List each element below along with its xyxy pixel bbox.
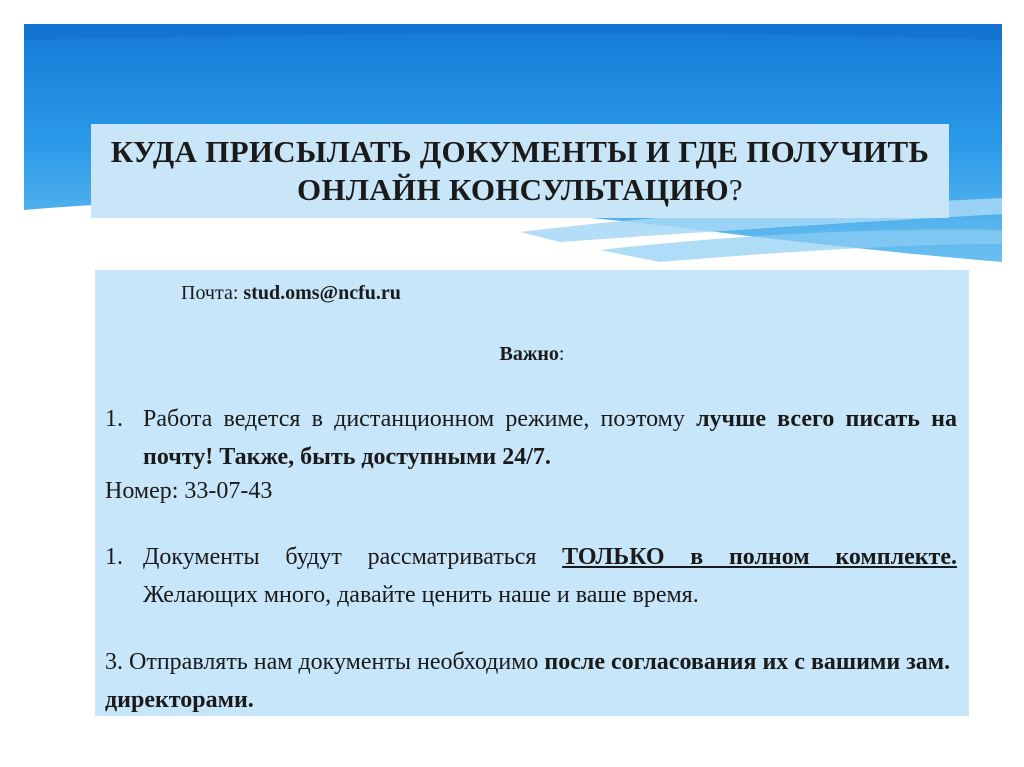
content-box bbox=[95, 270, 969, 716]
mail-address: stud.oms@ncfu.ru bbox=[243, 282, 401, 304]
item2-text: Документы будут рассматриваться bbox=[143, 544, 563, 570]
item3-bold-text: после согласования их с вашими зам. директорами. bbox=[105, 649, 951, 713]
important-colon: : bbox=[558, 343, 565, 365]
mail-label: Почта: bbox=[181, 282, 244, 304]
list-item-2 bbox=[105, 538, 957, 614]
list-item-body bbox=[143, 538, 957, 614]
list-item-number: 1. bbox=[105, 544, 123, 570]
phone-number: Номер: 33-07-43 bbox=[105, 478, 273, 504]
item2-underlined-text: ТОЛЬКО в полном комплекте. bbox=[562, 544, 957, 570]
item1-text: Работа ведется в дистанционном режиме, поэтому bbox=[143, 406, 697, 432]
list-item-3 bbox=[105, 643, 957, 719]
title-main: КУДА ПРИСЫЛАТЬ ДОКУМЕНТЫ И ГДЕ ПОЛУЧИТЬ ОНЛАЙН КОНСУЛЬТАЦИЮ bbox=[110, 134, 930, 207]
list-item-number: 1. bbox=[105, 406, 123, 432]
title-box bbox=[91, 124, 949, 218]
mail-line bbox=[181, 282, 401, 305]
item1-bold-text: лучше всего писать на почту! Также, быть доступными 24/7. bbox=[143, 406, 958, 470]
list-item-body bbox=[143, 400, 957, 476]
item3-text: 3. Отправлять нам документы необходимо bbox=[105, 649, 545, 675]
important-heading bbox=[95, 343, 969, 366]
item2-tail-text: Желающих много, давайте ценить наше и ваше время. bbox=[143, 582, 699, 608]
page-title bbox=[91, 133, 949, 209]
important-label: Важно bbox=[499, 343, 559, 365]
title-question-mark: ? bbox=[728, 172, 743, 207]
list-item-1 bbox=[105, 400, 957, 476]
